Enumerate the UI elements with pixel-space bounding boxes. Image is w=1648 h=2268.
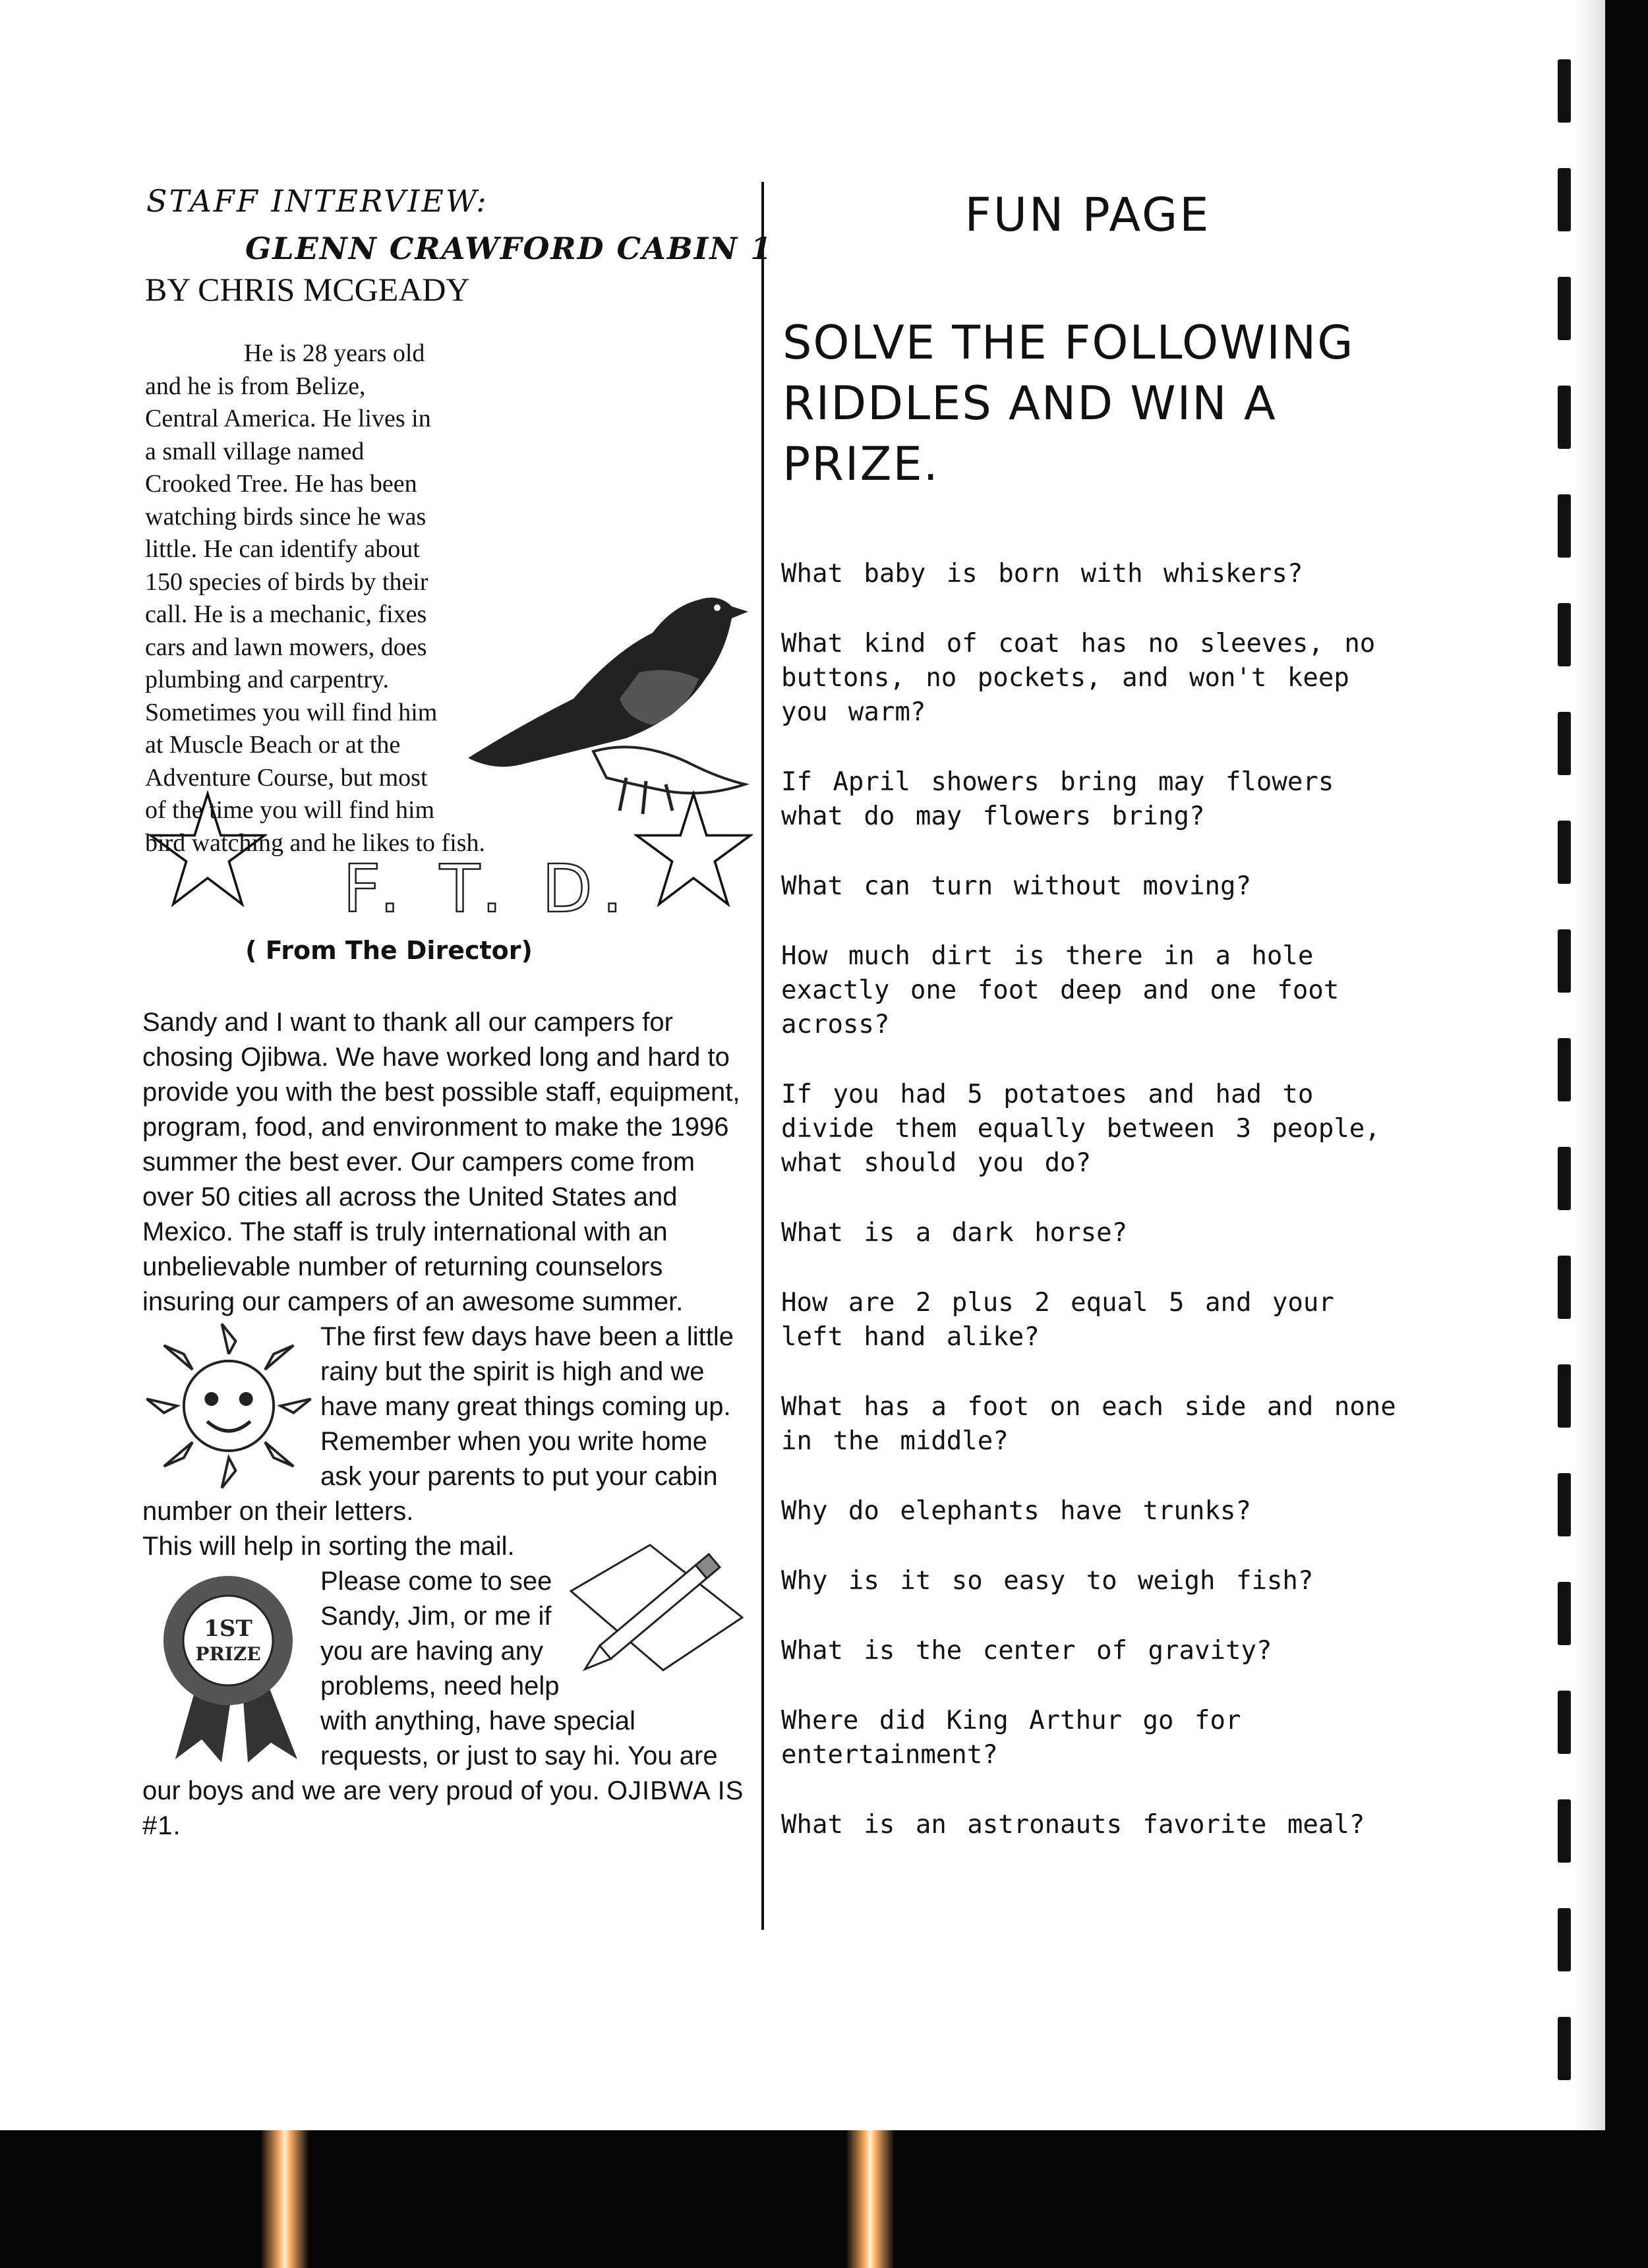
riddle-item: How much dirt is there in a hole exactly one foot deep and one foot across? — [781, 941, 1339, 1039]
paper-pencil-icon — [564, 1532, 749, 1683]
first-prize-ribbon-icon — [142, 1568, 315, 1766]
riddle-list — [781, 557, 1401, 1878]
ribbon-text-1: 1ST — [204, 1615, 252, 1642]
riddle-item: How are 2 plus 2 equal 5 and your left hand alike? — [781, 1288, 1334, 1352]
riddle-item: Why do elephants have trunks? — [781, 1496, 1251, 1526]
interview-subtitle: GLENN CRAWFORD CABIN 1 — [245, 231, 773, 266]
page-edge — [1573, 0, 1607, 2130]
riddle-item: What can turn without moving? — [781, 871, 1251, 901]
riddle-item: If April showers bring may flowers what do may flowers bring? — [781, 767, 1334, 831]
director-para-2-line — [142, 1320, 749, 1529]
light-glare-left — [260, 2130, 309, 2268]
ribbon-text-2: PRIZE — [195, 1643, 261, 1665]
riddle-item: What is the center of gravity? — [781, 1636, 1272, 1666]
riddle-item: What is an astronauts favorite meal? — [781, 1810, 1365, 1840]
riddle-item: Where did King Arthur go for entertainment? — [781, 1706, 1241, 1770]
riddle-item: If you had 5 potatoes and had to divide them equally between 3 people, what should you do? — [781, 1080, 1380, 1178]
riddle-item: Why is it so easy to weigh fish? — [781, 1566, 1314, 1596]
star-left-icon — [148, 790, 267, 910]
ftd-title: F. T. D. — [343, 850, 632, 927]
column-divider — [761, 182, 764, 1930]
riddle-item: What has a foot on each side and none in the middle? — [781, 1392, 1396, 1456]
scan-border-bottom — [0, 2130, 1648, 2268]
ftd-subtitle: ( From The Director) — [245, 936, 533, 965]
sun-icon — [142, 1320, 315, 1492]
scan-border-right — [1605, 0, 1648, 2268]
interview-body-block — [145, 337, 751, 859]
interview-body: He is 28 years old and he is from Belize, Central America. He lives in a small village named Crooked Tree. He has been watching birds since he was little. He can identify about 150 species of birds by their call. He is a mechanic, fixes cars and lawn mowers, does plumbing and carpentry. Sometimes you will find him at Muscle Beach or at the Adventure Course, but most of the time you will find him bird watching and he likes to fish. — [145, 339, 486, 857]
riddle-heading: SOLVE THE FOLLOWING RIDDLES AND WIN A PRIZE. — [782, 316, 1355, 491]
director-para-2: The first few days have been a little rainy but the spirit is high and we have many great things coming up. Remember when you write home ask your parents to put your cabin number on their letters. — [142, 1322, 734, 1526]
star-right-icon — [634, 790, 753, 910]
director-letter — [142, 1005, 749, 1844]
director-para-1: Sandy and I want to thank all our campers for chosing Ojibwa. We have worked long and hard to provide you with the best possible staff, equipment, program, food, and environment to make the 1996 summer the best ever. Our campers come from over 50 cities all across the United States and Mexico. The staff is truly international with an unbelievable number of returning counselors insuring our campers of an awesome summer. — [142, 1008, 740, 1316]
director-para-3: This will help in sorting the mail. — [142, 1532, 515, 1561]
director-para-4: Please come to see Sandy, Jim, or me if you are having any problems, need help with anything, have special requests, or just to say hi. You are our boys and we are very proud of you. — [142, 1567, 718, 1805]
fun-page-title: FUN PAGE — [964, 188, 1211, 242]
ojibwa-tagline: OJIBWA IS #1. — [142, 1776, 744, 1840]
riddle-item: What baby is born with whiskers? — [781, 559, 1303, 589]
riddle-item: What kind of coat has no sleeves, no buttons, no pockets, and won't keep you warm? — [781, 629, 1376, 727]
bird-icon — [442, 501, 751, 817]
light-glare-right — [846, 2130, 895, 2268]
riddle-item: What is a dark horse? — [781, 1218, 1128, 1248]
interview-title: STAFF INTERVIEW: — [146, 183, 488, 219]
interview-byline: BY CHRIS MCGEADY — [145, 271, 470, 308]
director-para-3-line — [142, 1529, 749, 1564]
